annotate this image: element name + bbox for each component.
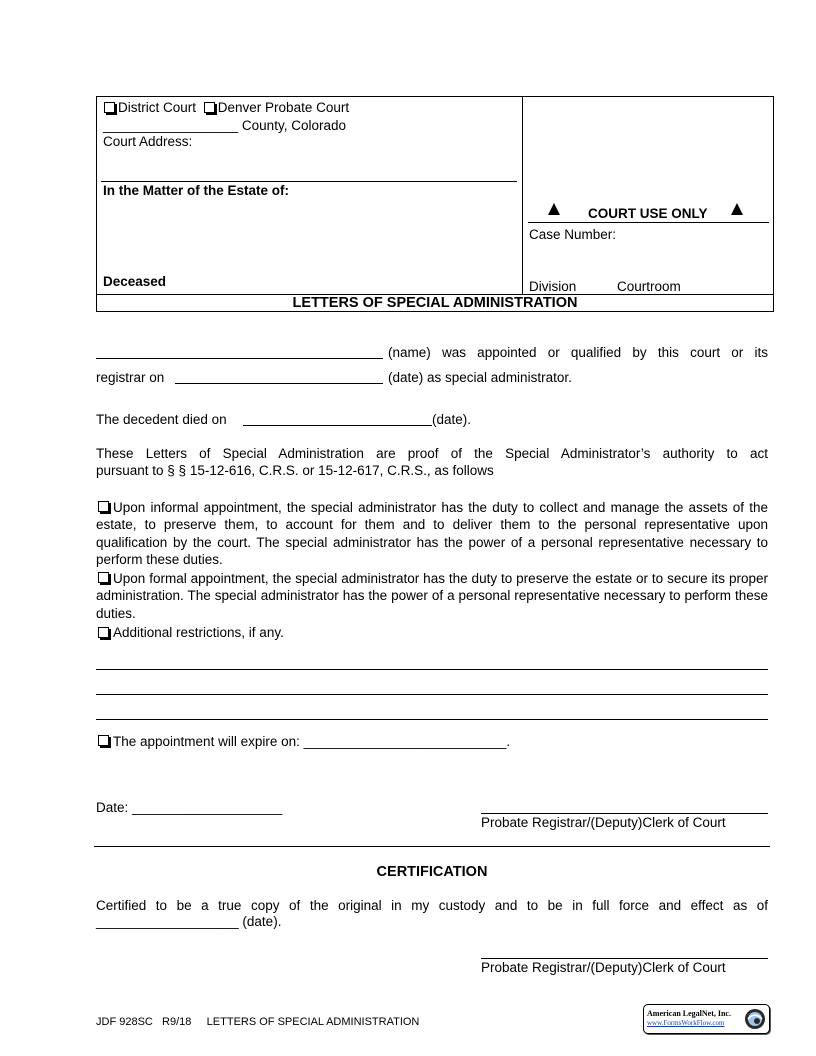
deceased-label: Deceased <box>103 274 167 289</box>
form-revision: R9/18 <box>162 1016 192 1028</box>
certification-heading: CERTIFICATION <box>376 864 488 880</box>
case-number-label: Case Number: <box>529 227 617 242</box>
logo-url: www.FormsWorkFlow.com <box>647 1019 725 1027</box>
certification-signature-label: Probate Registrar/(Deputy)Clerk of Court <box>481 960 726 975</box>
certification-line-1: Certified to be a true copy of the original in my custody and to be in full force and effect as of <box>96 898 768 913</box>
county-line <box>103 118 346 133</box>
name-blank[interactable] <box>96 358 383 359</box>
signature-label: Probate Registrar/(Deputy)Clerk of Court <box>481 815 726 830</box>
certification-signature-line[interactable] <box>481 958 768 959</box>
appointment-date-blank[interactable] <box>175 383 383 384</box>
additional-checkbox[interactable] <box>98 627 109 638</box>
death-date-suffix: (date). <box>432 412 472 427</box>
certification-line-2 <box>96 914 281 929</box>
certification-date-suffix: (date). <box>242 914 282 929</box>
court-address-label: Court Address: <box>103 134 193 149</box>
signature-line[interactable] <box>481 813 768 814</box>
court-address-rule <box>101 181 517 182</box>
registrar-on-label: registrar on <box>96 370 165 385</box>
proof-line-1: These Letters of Special Administration are proof of the Special Administrator’s authority to act <box>96 446 768 461</box>
section-divider <box>94 846 770 847</box>
document-title: LETTERS OF SPECIAL ADMINISTRATION <box>292 295 578 311</box>
court-use-only-label: COURT USE ONLY <box>588 206 708 221</box>
form-id: JDF 928SC <box>96 1016 153 1028</box>
expire-row <box>113 734 510 749</box>
court-selector <box>104 100 349 115</box>
additional-label: Additional restrictions, if any. <box>113 625 284 640</box>
denver-probate-checkbox[interactable] <box>204 102 215 113</box>
expire-checkbox[interactable] <box>98 735 109 746</box>
up-arrow-right-icon <box>731 203 743 215</box>
date-row <box>96 800 282 815</box>
matter-label: In the Matter of the Estate of: <box>103 183 290 198</box>
restriction-line-3[interactable] <box>96 719 768 720</box>
globe-icon <box>744 1008 766 1030</box>
county-label: County, Colorado <box>241 118 346 133</box>
district-court-label: District Court <box>118 100 197 115</box>
logo-name: American LegalNet, Inc. <box>647 1009 731 1018</box>
county-blank[interactable]: __________________ <box>103 118 239 133</box>
expire-label: The appointment will expire on: <box>113 734 300 749</box>
courtroom-label: Courtroom <box>617 279 681 294</box>
denver-probate-label: Denver Probate Court <box>217 100 350 115</box>
district-court-checkbox[interactable] <box>104 102 115 113</box>
court-use-rule <box>528 222 769 223</box>
expire-blank[interactable]: ___________________________. <box>303 734 511 749</box>
death-date-blank[interactable] <box>243 425 432 426</box>
american-legalnet-logo[interactable] <box>643 1004 770 1034</box>
date-blank[interactable]: ____________________ <box>132 800 283 815</box>
proof-line-2: pursuant to § § 15-12-616, C.R.S. or 15-12-617, C.R.S., as follows <box>96 463 494 478</box>
date-label: Date: <box>96 800 129 815</box>
special-admin-date-text: (date) as special administrator. <box>388 370 572 385</box>
decedent-died-label: The decedent died on <box>96 412 227 427</box>
restriction-line-1[interactable] <box>96 669 768 670</box>
formal-paragraph: Upon formal appointment, the special administrator has the duty to preserve the estate or to secure its proper administration. The special administrator has the power of a personal representative necessary to perform these duties. <box>96 571 768 621</box>
footer <box>96 1016 419 1028</box>
caption-divider <box>522 96 523 294</box>
up-arrow-left-icon <box>548 203 560 215</box>
division-label: Division <box>529 279 577 294</box>
informal-paragraph: Upon informal appointment, the special administrator has the duty to collect and manage the assets of the estate, to preserve them, to account for them and to deliver them to the personal representative upon qualification by the court. The special administrator has the power of a personal representative necessary to perform these duties. <box>96 500 768 567</box>
restriction-line-2[interactable] <box>96 694 768 695</box>
certification-date-blank[interactable]: ___________________ <box>96 914 239 929</box>
footer-form-title: LETTERS OF SPECIAL ADMINISTRATION <box>206 1016 420 1028</box>
appointed-text: (name) was appointed or qualified by this court or its <box>388 345 768 360</box>
